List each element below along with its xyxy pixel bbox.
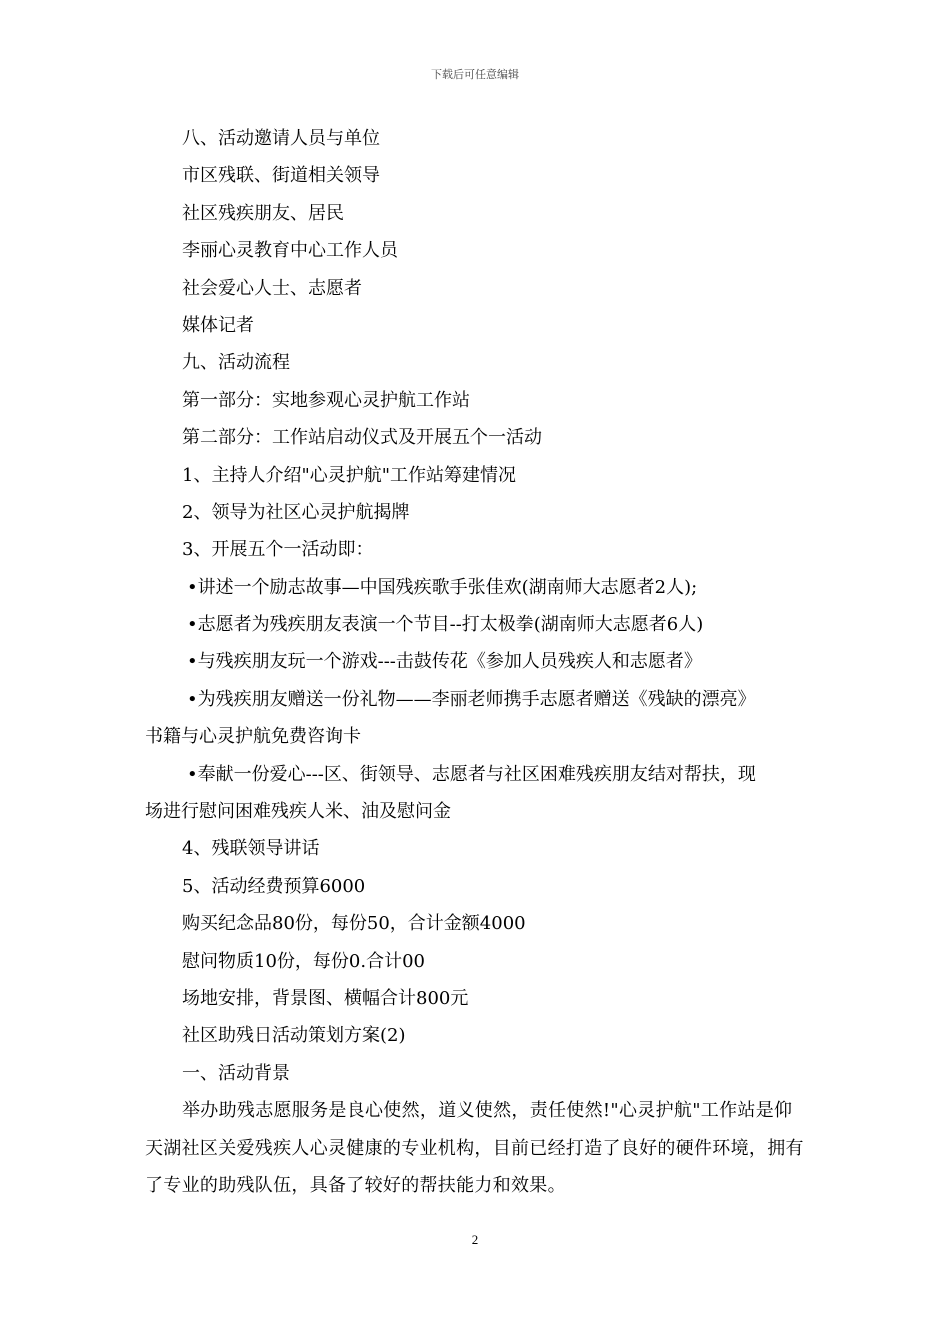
text-line: 第二部分：工作站启动仪式及开展五个一活动 — [182, 427, 542, 449]
bullet-item: •与残疾朋友玩一个游戏---击鼓传花《参加人员残疾人和志愿者》 — [187, 651, 702, 673]
page-number: 2 — [471, 1232, 479, 1247]
list-item: 1、主持人介绍"心灵护航"工作站筹建情况 — [182, 464, 517, 486]
bullet-item: •奉献一份爱心---区、街领导、志愿者与社区困难残疾朋友结对帮扶，现 — [187, 763, 756, 785]
text-line: 媒体记者 — [182, 314, 254, 336]
list-item: 3、开展五个一活动即： — [182, 539, 374, 561]
text-line: 李丽心灵教育中心工作人员 — [182, 240, 398, 262]
bullet-item: •讲述一个励志故事—中国残疾歌手张佳欢(湖南师大志愿者2人); — [187, 576, 698, 598]
list-item: 5、活动经费预算6000 — [182, 875, 366, 897]
plan-title: 社区助残日活动策划方案(2) — [182, 1025, 406, 1047]
text-line: 市区残联、街道相关领导 — [182, 165, 380, 187]
list-item: 4、残联领导讲话 — [182, 838, 320, 860]
section-heading-process: 九、活动流程 — [182, 352, 290, 374]
budget-line: 购买纪念品80份，每份50，合计金额4000 — [182, 913, 526, 935]
text-line: 社会爱心人士、志愿者 — [182, 277, 362, 299]
budget-line: 慰问物质10份，每份0.合计00 — [182, 950, 425, 972]
list-item: 2、领导为社区心灵护航揭牌 — [182, 501, 410, 523]
bullet-item: •为残疾朋友赠送一份礼物——李丽老师携手志愿者赠送《残缺的漂亮》 — [187, 688, 756, 710]
section-heading-invitees: 八、活动邀请人员与单位 — [182, 128, 380, 149]
bullet-item-continuation: 场进行慰问困难残疾人米、油及慰问金 — [145, 801, 451, 823]
budget-line: 场地安排，背景图、横幅合计800元 — [182, 987, 469, 1009]
background-paragraph: 举办助残志愿服务是良心使然，道义使然，责任使然!"心灵护航"工作站是仰天湖社区关爱残疾人心灵健康的专业机构，目前已经打造了良好的硬件环境，拥有了专业的助残队伍，具备了较好的帮扶能力和效果。 — [145, 1100, 804, 1196]
document-body — [145, 120, 810, 1204]
bullet-item: •志愿者为残疾朋友表演一个节目--打太极拳(湖南师大志愿者6人) — [187, 614, 704, 636]
text-line: 社区残疾朋友、居民 — [182, 202, 344, 224]
bullet-item-continuation: 书籍与心灵护航免费咨询卡 — [145, 726, 361, 748]
text-line: 第一部分：实地参观心灵护航工作站 — [182, 389, 470, 411]
section-heading-background: 一、活动背景 — [182, 1062, 290, 1084]
page-header-note: 下载后可任意编辑 — [431, 68, 519, 81]
